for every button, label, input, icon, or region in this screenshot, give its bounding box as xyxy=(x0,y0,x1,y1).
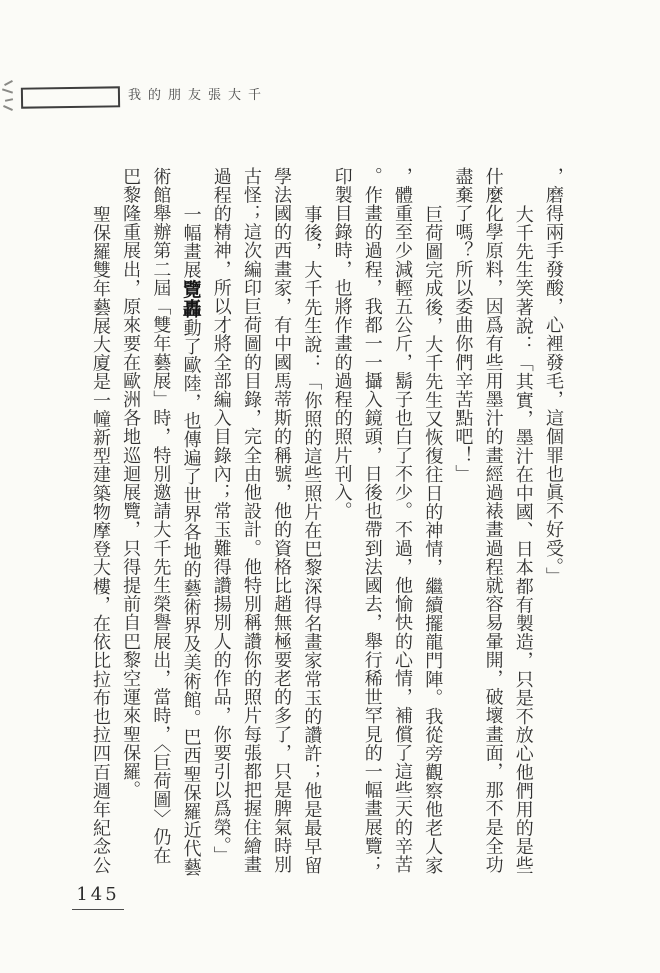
column-text: 事後，大千先生說：「你照的這些照片在巴黎深得名畫家常玉的讚許；他是最早留 xyxy=(301,205,323,875)
folio-underline xyxy=(72,909,124,910)
page-number: 145 xyxy=(76,884,120,905)
column-text: 巴黎隆重展出，原來要在歐洲各地巡迴展覽，只得提前自巴黎空運來聖保羅。 xyxy=(120,167,142,800)
margin-pencil-mark xyxy=(4,80,13,86)
column-text: 大千先生笑著說：「其實，墨汁在中國、日本都有製造，只是不放心他們用的是些 xyxy=(512,205,534,875)
text-column xyxy=(387,167,417,881)
body-text-block xyxy=(84,167,568,881)
text-column xyxy=(85,167,115,919)
column-text: 聖保羅雙年藝展大廈是一幢新型建築物摩登大樓，在依比拉布也拉四百週年紀念公 xyxy=(89,205,111,875)
text-column xyxy=(145,167,175,881)
margin-pencil-mark xyxy=(5,98,13,102)
column-text: 巨荷圖完成後，大千先生又恢復往日的神情，繼續擺龍門陣。我從旁觀察他老人家 xyxy=(422,205,444,875)
text-column xyxy=(115,167,145,881)
column-text: 古怪；這次編印巨荷圖的目錄，完全由他設計。他特別稱讚你的照片每張都把握住繪畫 xyxy=(240,167,262,874)
margin-pencil-mark xyxy=(3,105,13,111)
column-text: 一幅畫展 xyxy=(180,205,202,280)
column-text: 。作畫的過程，我都一一攝入鏡頭，日後也帶到法國去，舉行稀世罕見的一幅畫展覽； xyxy=(361,167,383,874)
margin-pencil-mark xyxy=(2,88,13,93)
text-column xyxy=(538,167,568,881)
text-column xyxy=(326,167,356,881)
text-column xyxy=(206,167,236,881)
column-text: 盡棄了嗎？所以委曲你們辛苦點吧！」 xyxy=(452,167,474,484)
text-column xyxy=(357,167,387,881)
column-text: 學法國的西畫家，有中國馬蒂斯的稱號，他的資格比趙無極要老的多了，只是脾氣時別 xyxy=(271,167,293,874)
column-text: 動了歐陸，也傳遍了世界各地的藝術界及美術館。巴西聖保羅近代藝 xyxy=(180,318,202,877)
folio xyxy=(72,884,124,910)
column-text: 什麼化學原料，因爲有些用墨汁的畫經過裱畫過程就容易暈開，破壞畫面，那不是全功 xyxy=(482,167,504,874)
column-text: 印製目錄時，也將作畫的過程的照片刊入。 xyxy=(331,167,353,521)
column-text: 過程的精神，所以才將全部編入目錄內；常玉難得讚揚別人的作品，你要引以爲榮。」 xyxy=(210,167,232,865)
running-head-title: 我的朋友張大千 xyxy=(128,88,269,103)
running-head-box xyxy=(21,86,120,108)
emphasized-text: 覽轟 xyxy=(179,279,202,319)
column-text: ，體重至少減輕五公斤，鬍子也白了不少。不過，他愉快的心情，補償了這些天的辛苦 xyxy=(391,167,413,874)
text-column xyxy=(296,167,326,919)
text-column xyxy=(175,167,205,919)
text-column xyxy=(236,167,266,881)
column-text: 術館舉辦第二屆「雙年藝展」時，特別邀請大千先生榮譽展出，當時，〈巨荷圖〉仍在 xyxy=(150,167,172,865)
text-column xyxy=(417,167,447,919)
text-column xyxy=(266,167,296,881)
column-text: ，磨得兩手發酸，心裡發毛，這個罪也眞不好受。」 xyxy=(543,167,564,586)
text-column xyxy=(477,167,507,881)
text-column xyxy=(447,167,477,881)
text-column xyxy=(508,167,538,919)
